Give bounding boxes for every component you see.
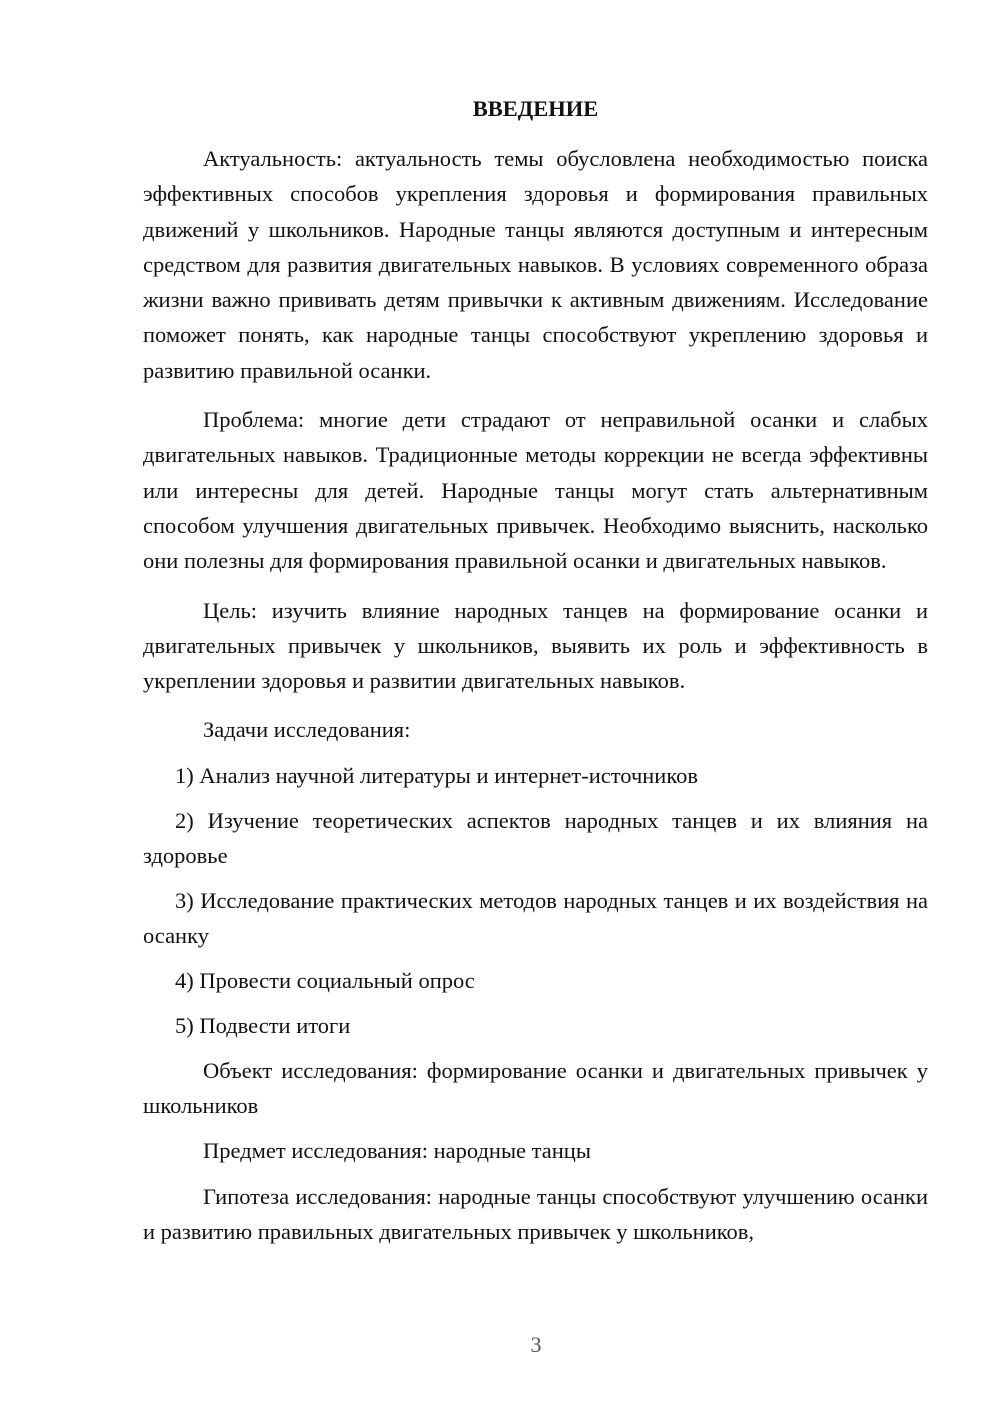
task-item: 3) Исследование практических методов народных танцев и их воздействия на осанку [143,887,928,948]
document-body [143,141,928,1259]
task-item: 5) Подвести итоги [175,1012,351,1038]
goal-paragraph: Цель: изучить влияние народных танцев на формирование осанки и двигательных привычек у школьников, выявить их роль и эффективность в укреплении здоровья и развитии двигательных навыков. [143,597,928,694]
task-item: 2) Изучение теоретических аспектов народных танцев и их влияния на здоровье [143,807,928,868]
page-title: ВВЕДЕНИЕ [472,96,599,121]
hypothesis-paragraph: Гипотеза исследования: народные танцы способствуют улучшению осанки и развитию правильных двигательных привычек у школьников, [143,1183,928,1244]
page-number: 3 [530,1332,542,1357]
subject-paragraph: Предмет исследования: народные танцы [203,1138,591,1164]
tasks-heading: Задачи исследования: [203,717,411,743]
relevance-paragraph: Актуальность: актуальность темы обусловлена необходимостью поиска эффективных способов укрепления здоровья и формирования правильных движений у школьников. Народные танцы являются доступным и интересным средством для развития двигательных навыков. В условиях современного образа жизни важно прививать детям привычки к активным движениям. Исследование поможет понять, как народные танцы способствуют укреплению здоровья и развитию правильной осанки. [143,146,928,383]
task-item: 4) Провести социальный опрос [175,967,475,993]
object-paragraph: Объект исследования: формирование осанки и двигательных привычек у школьников [143,1057,928,1119]
task-item: 1) Анализ научной литературы и интернет-источников [175,762,699,788]
problem-paragraph: Проблема: многие дети страдают от неправильной осанки и слабых двигательных навыков. Традиционные методы коррекции не всегда эффективны или интересны для детей. Народные танцы могут стать альтернативным способом улучшения двигательных привычек. Необходимо выяснить, насколько они полезны для формирования правильной осанки и двигательных навыков. [143,407,928,574]
